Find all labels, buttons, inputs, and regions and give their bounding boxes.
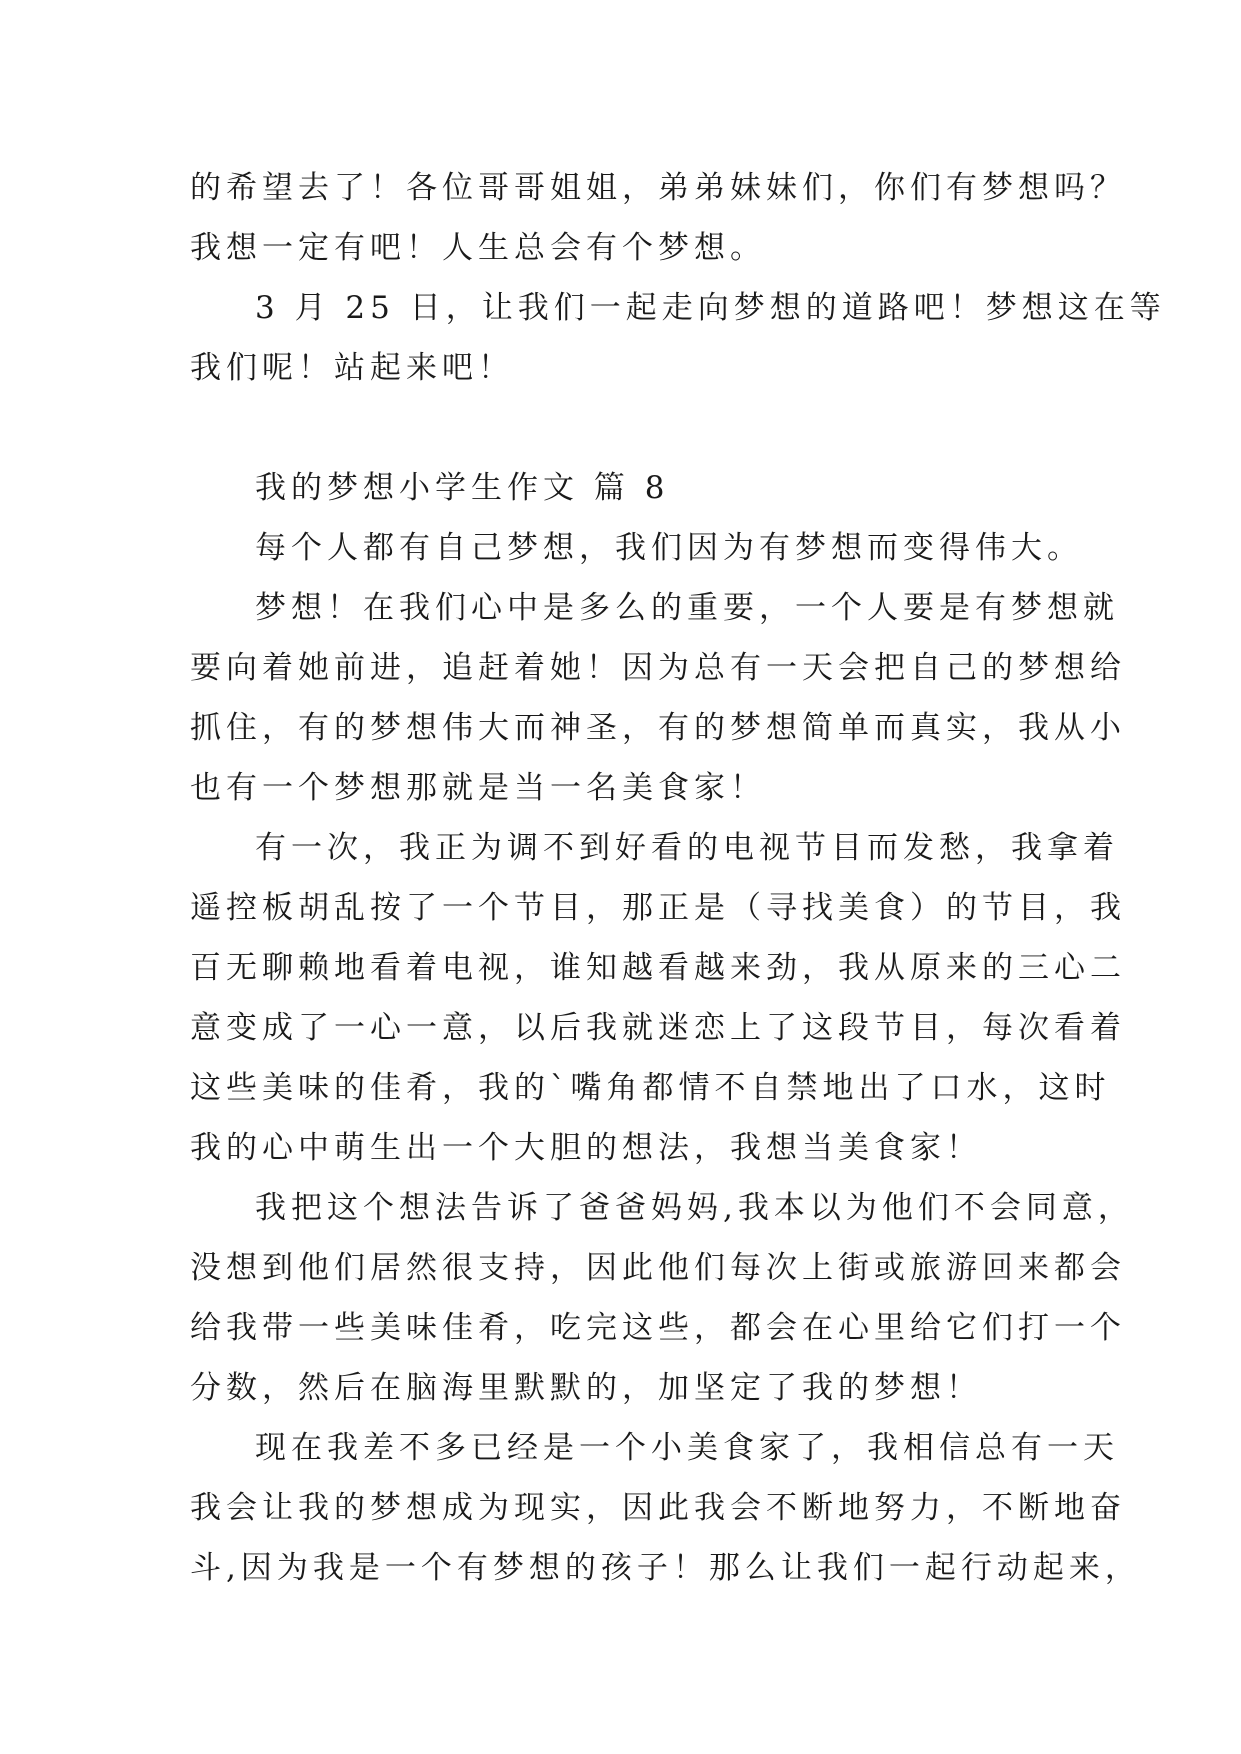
paragraph-first-line: 3 月 25 日，让我们一起走向梦想的道路吧！梦想这在等 [255, 290, 1166, 326]
text-line: 没想到他们居然很支持，因此他们每次上街或旅游回来都会 [190, 1250, 1126, 1286]
text-line: 分数，然后在脑海里默默的，加坚定了我的梦想！ [190, 1370, 982, 1406]
text-line: 的希望去了！各位哥哥姐姐，弟弟妹妹们，你们有梦想吗？ [190, 170, 1126, 206]
text-line: 给我带一些美味佳肴，吃完这些，都会在心里给它们打一个 [190, 1310, 1126, 1346]
paragraph-first-line: 每个人都有自己梦想，我们因为有梦想而变得伟大。 [255, 530, 1083, 566]
text-line: 我会让我的梦想成为现实，因此我会不断地努力，不断地奋 [190, 1490, 1126, 1526]
section-heading: 我的梦想小学生作文 篇 8 [255, 470, 670, 506]
paragraph-first-line: 有一次，我正为调不到好看的电视节目而发愁，我拿着 [255, 830, 1119, 866]
paragraph-first-line: 我把这个想法告诉了爸爸妈妈,我本以为他们不会同意， [255, 1190, 1134, 1226]
text-line: 我想一定有吧！人生总会有个梦想。 [190, 230, 766, 266]
text-line: 抓住，有的梦想伟大而神圣，有的梦想简单而真实，我从小 [190, 710, 1126, 746]
text-line: 我的心中萌生出一个大胆的想法，我想当美食家！ [190, 1130, 982, 1166]
text-line: 遥控板胡乱按了一个节目，那正是（寻找美食）的节目，我 [190, 890, 1126, 926]
text-line: 也有一个梦想那就是当一名美食家！ [190, 770, 766, 806]
paragraph-first-line: 梦想！在我们心中是多么的重要，一个人要是有梦想就 [255, 590, 1119, 626]
text-line: 我们呢！站起来吧！ [190, 350, 514, 386]
text-line: 意变成了一心一意，以后我就迷恋上了这段节目，每次看着 [190, 1010, 1126, 1046]
text-line: 百无聊赖地看着电视，谁知越看越来劲，我从原来的三心二 [190, 950, 1126, 986]
text-line: 斗,因为我是一个有梦想的孩子！那么让我们一起行动起来， [190, 1550, 1141, 1586]
text-line: 要向着她前进，追赶着她！因为总有一天会把自己的梦想给 [190, 650, 1126, 686]
text-line: 这些美味的佳肴，我的`嘴角都情不自禁地出了口水，这时 [190, 1070, 1111, 1106]
paragraph-first-line: 现在我差不多已经是一个小美食家了，我相信总有一天 [255, 1430, 1119, 1466]
